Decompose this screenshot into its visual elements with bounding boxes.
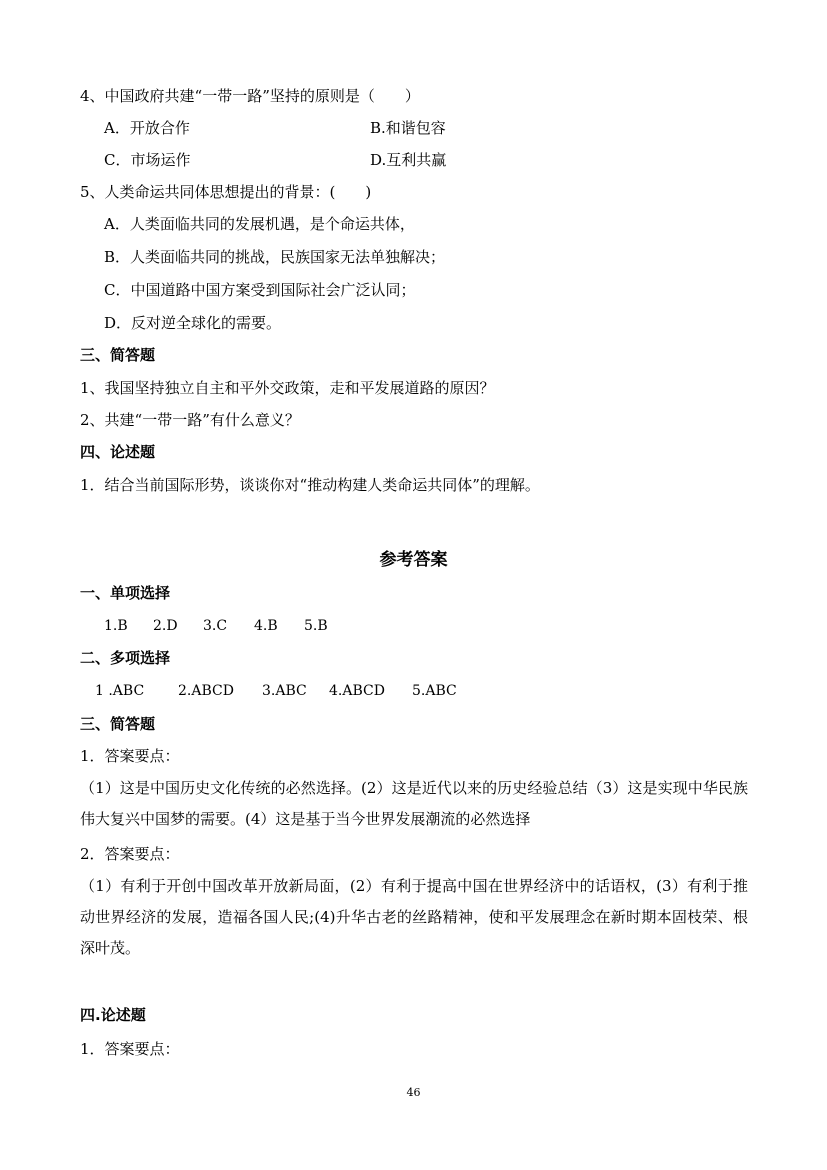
q4-option-d: D.互利共赢 xyxy=(370,151,447,169)
q5-option-b: B．人类面临共同的挑战，民族国家无法单独解决； xyxy=(104,248,446,266)
short-question-1: 1、我国坚持独立自主和平外交政策，走和平发展道路的原因？ xyxy=(80,379,495,397)
q5-option-a: A．人类面临共同的发展机遇，是个命运共体， xyxy=(104,215,415,233)
q4-option-a: A．开放合作 xyxy=(104,119,190,137)
answers-short-heading: 三、简答题 xyxy=(80,715,156,733)
section-4-heading: 四、论述题 xyxy=(80,443,156,461)
multi-answer: 4.ABCD xyxy=(329,683,385,699)
essay-answer-1-label: 1．答案要点： xyxy=(80,1040,180,1058)
multi-answer: 1 .ABC xyxy=(95,683,145,699)
short-answer-2-text: （1）有利于开创中国改革开放新局面，(2）有利于提高中国在世界经济中的话语权，(3）有利于推动世界经济的发展，造福各国人民;(4)升华古老的丝路精神，使和平发展理念在新时期本固枝荣、根深叶茂。 xyxy=(80,877,748,957)
q5-option-c: C．中国道路中国方案受到国际社会广泛认同； xyxy=(104,281,416,299)
page-number: 46 xyxy=(406,1086,421,1099)
short-question-2: 2、共建“一带一路”有什么意义？ xyxy=(80,411,300,429)
q5-option-d: D．反对逆全球化的需要。 xyxy=(104,314,282,332)
q4-stem: 4、中国政府共建“一带一路”坚持的原则是（ ） xyxy=(80,87,420,105)
multi-answer: 5.ABC xyxy=(412,683,457,699)
q5-stem: 5、人类命运共同体思想提出的背景：( ) xyxy=(80,183,372,201)
multi-answer: 2.ABCD xyxy=(178,683,234,699)
short-answer-2-label: 2．答案要点： xyxy=(80,845,180,863)
single-answer: 2.D xyxy=(153,618,178,634)
answers-title: 参考答案 xyxy=(379,550,448,570)
short-answer-1-label: 1．答案要点： xyxy=(80,747,180,765)
q4-option-c: C．市场运作 xyxy=(104,151,191,169)
answers-essay-heading: 四.论述题 xyxy=(80,1006,146,1024)
multi-answer: 3.ABC xyxy=(262,683,307,699)
answers-single-heading: 一、单项选择 xyxy=(80,584,171,602)
essay-question-1: 1．结合当前国际形势，谈谈你对“推动构建人类命运共同体”的理解。 xyxy=(80,476,540,494)
single-answer: 1.B xyxy=(104,618,128,634)
single-answer: 5.B xyxy=(304,618,328,634)
single-answer: 3.C xyxy=(203,618,228,634)
q4-option-b: B.和谐包容 xyxy=(370,119,446,137)
single-answer: 4.B xyxy=(254,618,278,634)
answers-multi-heading: 二、多项选择 xyxy=(80,649,171,667)
short-answer-1-text: （1）这是中国历史文化传统的必然选择。(2）这是近代以来的历史经验总结（3）这是实现中华民族伟大复兴中国梦的需要。(4）这是基于当今世界发展潮流的必然选择 xyxy=(80,779,748,828)
section-3-heading: 三、简答题 xyxy=(80,346,156,364)
